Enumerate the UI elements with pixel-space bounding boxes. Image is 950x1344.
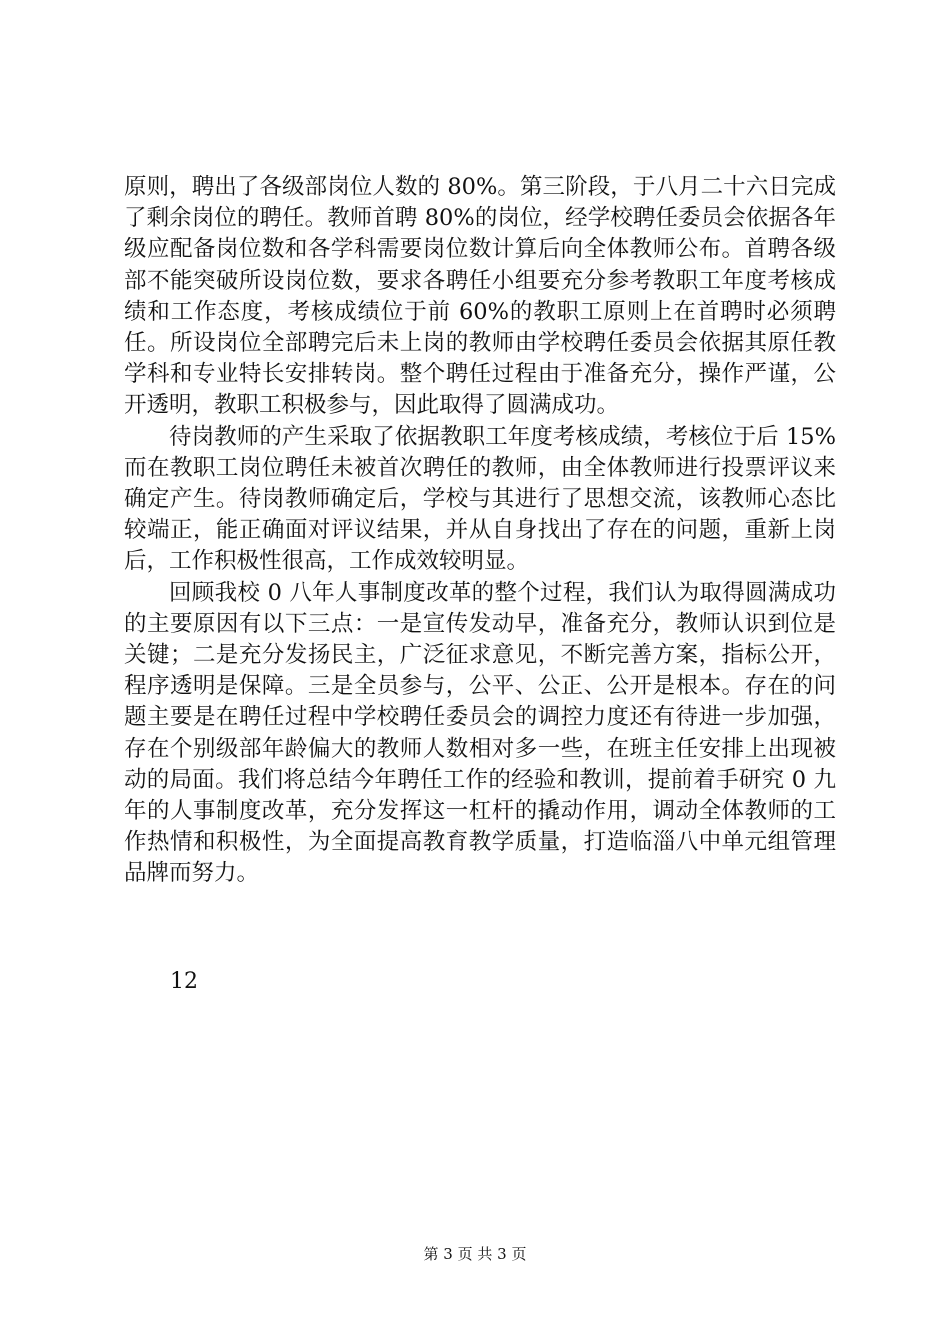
page-footer: 第 3 页 共 3 页 <box>423 1245 527 1263</box>
page-marker: 12 <box>170 969 198 994</box>
paragraph-3: 回顾我校 0 八年人事制度改革的整个过程，我们认为取得圆满成功的主要原因有以下三点：一是宣传发动早，准备充分，教师认识到位是关键；二是充分发扬民主，广泛征求意见，不断完善方案，指标公开，程序透明是保障。三是全员参与，公平、公正、公开是根本。存在的问题主要是在聘任过程中学校聘任委员会的调控力度还有待进一步加强，存在个别级部年龄偏大的教师人数相对多一些，在班主任安排上出现被动的局面。我们将总结今年聘任工作的经验和教训，提前着手研究 0 九年的人事制度改革，充分发挥这一杠杆的撬动作用，调动全体教师的工作热情和积极性，为全面提高教育教学质量，打造临淄八中单元组管理品牌而努力。 <box>124 579 836 887</box>
paragraph-1: 原则，聘出了各级部岗位人数的 80%。第三阶段，于八月二十六日完成了剩余岗位的聘任。教师首聘 80%的岗位，经学校聘任委员会依据各年级应配备岗位数和各学科需要岗位数计算后向全体教师公布。首聘各级部不能突破所设岗位数，要求各聘任小组要充分参考教职工年度考核成绩和工作态度，考核成绩位于前 60%的教职工原则上在首聘时必须聘任。所设岗位全部聘完后未上岗的教师由学校聘任委员会依据其原任教学科和专业特长安排转岗。整个聘任过程由于准备充分，操作严谨，公开透明，教职工积极参与，因此取得了圆满成功。 <box>124 174 836 419</box>
paragraph-2: 待岗教师的产生采取了依据教职工年度考核成绩，考核位于后 15%而在教职工岗位聘任未被首次聘任的教师，由全体教师进行投票评议来确定产生。待岗教师确定后，学校与其进行了思想交流，该教师心态比较端正，能正确面对评议结果，并从自身找出了存在的问题，重新上岗后，工作积极性很高，工作成效较明显。 <box>124 423 836 575</box>
document-body <box>124 172 836 890</box>
